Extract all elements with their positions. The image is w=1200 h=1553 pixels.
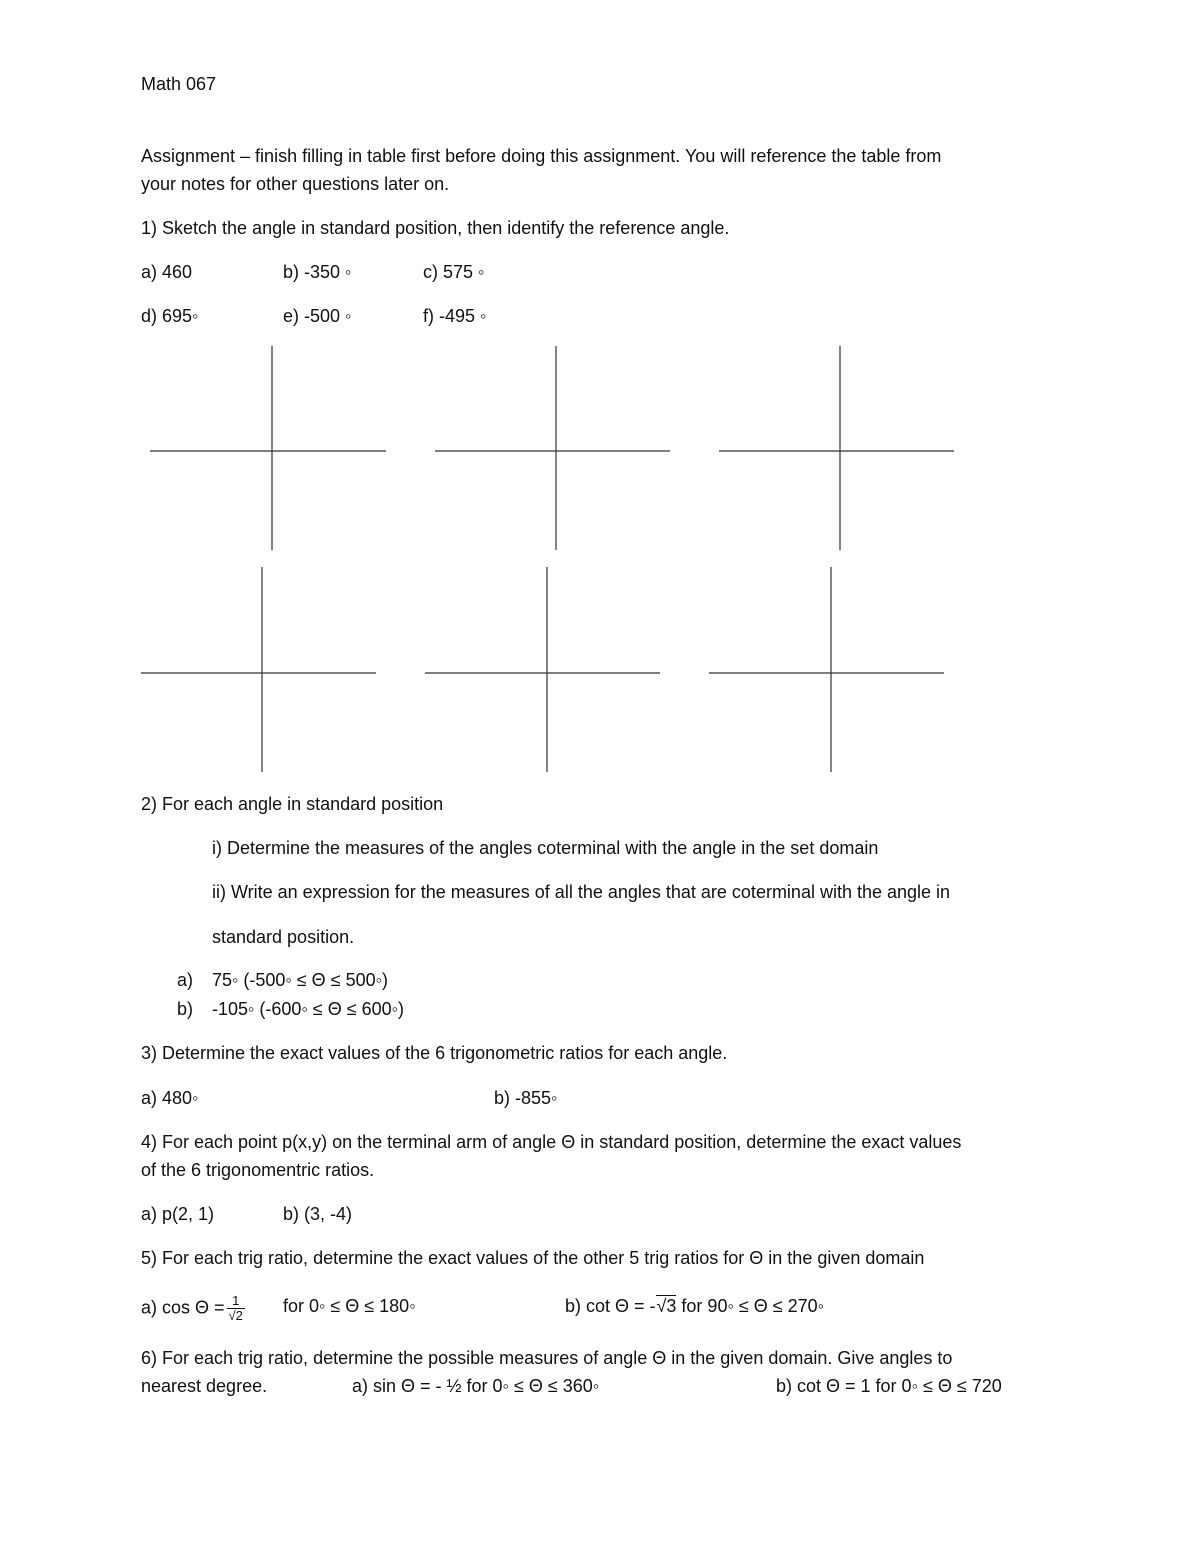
q1-item-d: d) 695◦ xyxy=(141,306,199,326)
q2-part-ii-line-2: standard position. xyxy=(212,927,355,947)
q1-item-c: c) 575 ◦ xyxy=(423,262,485,282)
q5-b-root: √3 xyxy=(656,1296,677,1316)
q1-item-f: f) -495 ◦ xyxy=(423,306,487,326)
q1-prompt: 1) Sketch the angle in standard position, then identify the reference angle. xyxy=(141,218,730,238)
q2-item-a-label: a) xyxy=(177,970,194,990)
q2-item-b: -105◦ (-600◦ ≤ Θ ≤ 600◦) xyxy=(212,999,404,1019)
axes-5 xyxy=(425,567,660,772)
q4-item-b: b) (3, -4) xyxy=(283,1204,353,1224)
q5-a-fraction xyxy=(227,1294,245,1323)
intro-line-1: Assignment – finish filling in table first before doing this assignment. You will reference the table from xyxy=(141,146,942,166)
q5-a-domain: for 0◦ ≤ Θ ≤ 180◦ xyxy=(283,1296,416,1316)
q2-part-ii-line-1: ii) Write an expression for the measures of all the angles that are coterminal with the angle in xyxy=(212,882,951,902)
q2-part-i: i) Determine the measures of the angles coterminal with the angle in the set domain xyxy=(212,838,879,858)
q6-item-b: b) cot Θ = 1 for 0◦ ≤ Θ ≤ 720 xyxy=(776,1376,1002,1396)
q6-prompt-line-1: 6) For each trig ratio, determine the possible measures of angle Θ in the given domain. Give angles to xyxy=(141,1348,953,1368)
q3-item-b: b) -855◦ xyxy=(494,1088,558,1108)
axes-2 xyxy=(435,346,670,550)
q4-prompt-line-2: of the 6 trigonomentric ratios. xyxy=(141,1160,375,1180)
q5-item-b xyxy=(565,1294,824,1318)
axes-1 xyxy=(150,346,386,550)
q5-a-denominator: √2 xyxy=(228,1308,243,1323)
course-title: Math 067 xyxy=(141,74,217,94)
axes-3 xyxy=(719,346,954,550)
q3-prompt: 3) Determine the exact values of the 6 trigonometric ratios for each angle. xyxy=(141,1043,728,1063)
q1-item-e: e) -500 ◦ xyxy=(283,306,352,326)
q2-item-a: 75◦ (-500◦ ≤ Θ ≤ 500◦) xyxy=(212,970,388,990)
q6-item-a: a) sin Θ = - ½ for 0◦ ≤ Θ ≤ 360◦ xyxy=(352,1376,600,1396)
q2-prompt: 2) For each angle in standard position xyxy=(141,794,444,814)
q5-b-domain: for 90◦ ≤ Θ ≤ 270◦ xyxy=(676,1296,825,1316)
q5-a-numerator: 1 xyxy=(227,1294,245,1309)
axes-6 xyxy=(709,567,944,772)
q5-item-a xyxy=(141,1294,247,1323)
q4-item-a: a) p(2, 1) xyxy=(141,1204,215,1224)
q5-prompt: 5) For each trig ratio, determine the exact values of the other 5 trig ratios for Θ in the given domain xyxy=(141,1248,925,1268)
q2-item-b-label: b) xyxy=(177,999,194,1019)
q4-prompt-line-1: 4) For each point p(x,y) on the terminal arm of angle Θ in standard position, determine the exact values xyxy=(141,1132,962,1152)
intro-line-2: your notes for other questions later on. xyxy=(141,174,450,194)
q3-item-a: a) 480◦ xyxy=(141,1088,199,1108)
q5-b-prefix: b) cot Θ = - xyxy=(565,1296,656,1316)
q1-item-b: b) -350 ◦ xyxy=(283,262,352,282)
q1-item-a: a) 460 xyxy=(141,262,193,282)
q5-a-prefix: a) cos Θ = xyxy=(141,1297,225,1318)
axes-4 xyxy=(141,567,376,772)
q6-prompt-line-2: nearest degree. xyxy=(141,1376,268,1396)
